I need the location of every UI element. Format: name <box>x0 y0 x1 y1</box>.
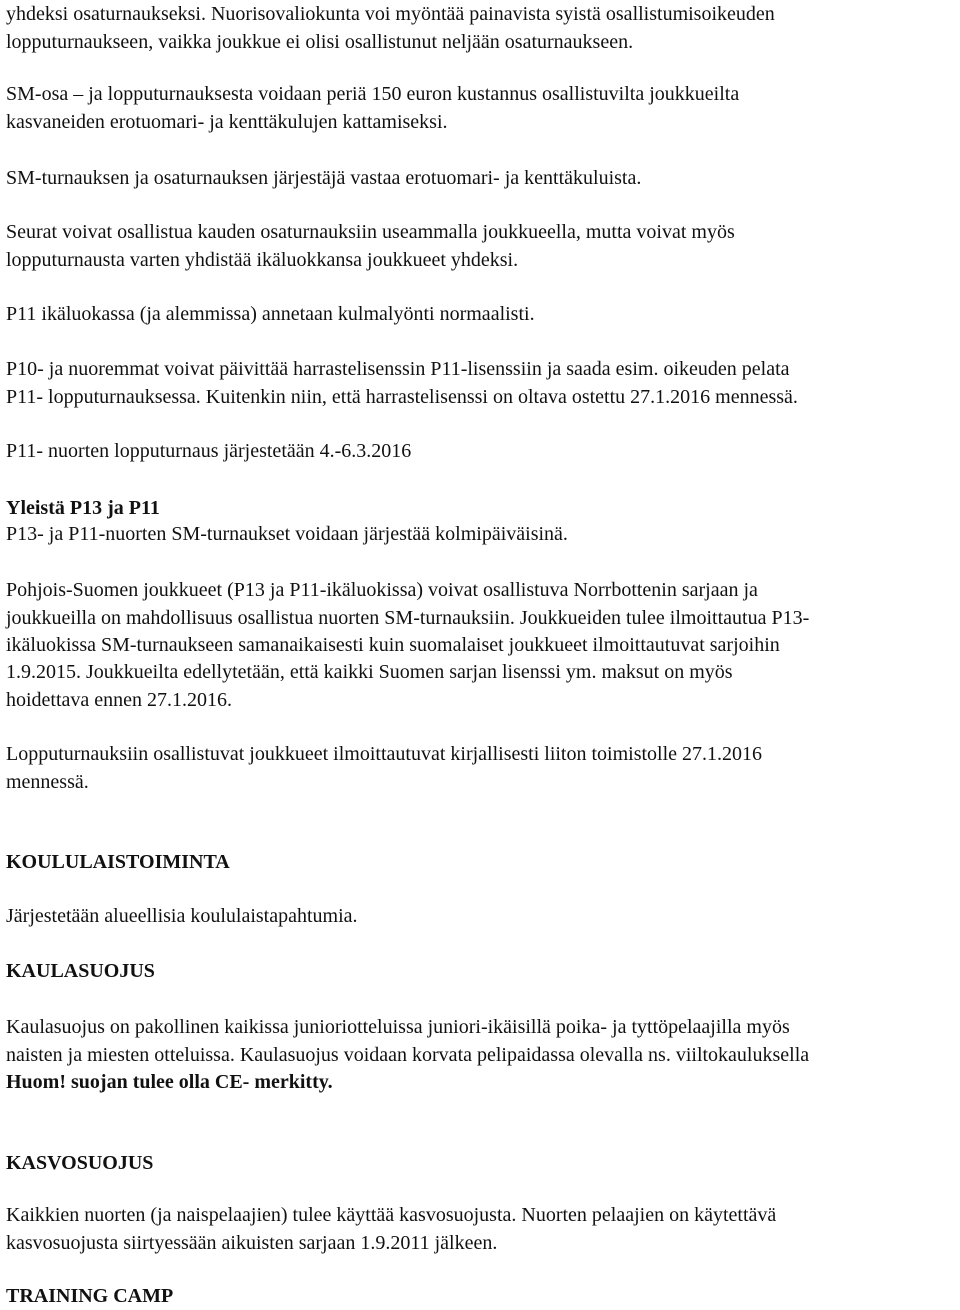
text-line: mennessä. <box>6 771 89 793</box>
text-line: P11 ikäluokassa (ja alemmissa) annetaan kulmalyönti normaalisti. <box>6 303 535 325</box>
text-line: hoidettava ennen 27.1.2016. <box>6 689 233 711</box>
text-line: yhdeksi osaturnaukseksi. Nuorisovaliokunta voi myöntää painavista syistä osallistumisoikeuden <box>6 3 775 25</box>
text-line: P11- nuorten lopputurnaus järjestetään 4.-6.3.2016 <box>6 440 412 462</box>
text-line: P13- ja P11-nuorten SM-turnaukset voidaan järjestää kolmipäiväisinä. <box>6 523 568 545</box>
text-line: SM-osa – ja lopputurnauksesta voidaan periä 150 euron kustannus osallistuvilta joukkueilta <box>6 83 740 105</box>
section-heading-yleista: Yleistä P13 ja P11 <box>6 497 160 519</box>
text-line: lopputurnaukseen, vaikka joukkue ei olisi osallistunut neljään osaturnaukseen. <box>6 31 634 53</box>
text-line: SM-turnauksen ja osaturnauksen järjestäjä vastaa erotuomari- ja kenttäkuluista. <box>6 167 642 189</box>
text-line: kasvosuojusta siirtyessään aikuisten sarjaan 1.9.2011 jälkeen. <box>6 1232 498 1254</box>
text-line: P11- lopputurnauksessa. Kuitenkin niin, että harrastelisenssi on oltava ostettu 27.1.2016 mennessä. <box>6 386 798 408</box>
text-line: Järjestetään alueellisia koululaistapahtumia. <box>6 905 358 927</box>
text-line: naisten ja miesten otteluissa. Kaulasuojus voidaan korvata pelipaidassa olevalla ns. viiltokauluksella <box>6 1044 810 1066</box>
text-line: joukkueilla on mahdollisuus osallistua nuorten SM-turnauksiin. Joukkueiden tulee ilmoittautua P13- <box>6 607 810 629</box>
text-line: Pohjois-Suomen joukkueet (P13 ja P11-ikäluokissa) voivat osallistuva Norrbottenin sarjaan ja <box>6 579 758 601</box>
text-line: 1.9.2015. Joukkueilta edellytetään, että kaikki Suomen sarjan lisenssi ym. maksut on myös <box>6 661 733 683</box>
text-line: kasvaneiden erotuomari- ja kenttäkulujen kattamiseksi. <box>6 111 448 133</box>
text-line: Kaikkien nuorten (ja naispelaajien) tulee käyttää kasvosuojusta. Nuorten pelaajien on käytettävä <box>6 1204 777 1226</box>
section-heading-kasvosuojus: KASVOSUOJUS <box>6 1152 154 1174</box>
text-line: Lopputurnauksiin osallistuvat joukkueet ilmoittautuvat kirjallisesti liiton toimistolle 27.1.2016 <box>6 743 763 765</box>
text-line: lopputurnausta varten yhdistää ikäluokkansa joukkueet yhdeksi. <box>6 249 519 271</box>
section-heading-kaulasuojus: KAULASUOJUS <box>6 960 155 982</box>
section-heading-koululaistoiminta: KOULULAISTOIMINTA <box>6 851 230 873</box>
text-line: P10- ja nuoremmat voivat päivittää harrastelisenssin P11-lisenssiin ja saada esim. oikeuden pelata <box>6 358 790 380</box>
text-line: Kaulasuojus on pakollinen kaikissa junioriotteluissa juniori-ikäisillä poika- ja tyttöpelaajilla myös <box>6 1016 790 1038</box>
emphasis-note: Huom! suojan tulee olla CE- merkitty. <box>6 1071 333 1093</box>
text-line: Seurat voivat osallistua kauden osaturnauksiin useammalla joukkueella, mutta voivat myös <box>6 221 735 243</box>
text-line: ikäluokissa SM-turnaukseen samanaikaisesti kuin suomalaiset joukkueet ilmoittautuvat sarjoihin <box>6 634 780 656</box>
section-heading-training-camp: TRAINING CAMP <box>6 1285 174 1307</box>
